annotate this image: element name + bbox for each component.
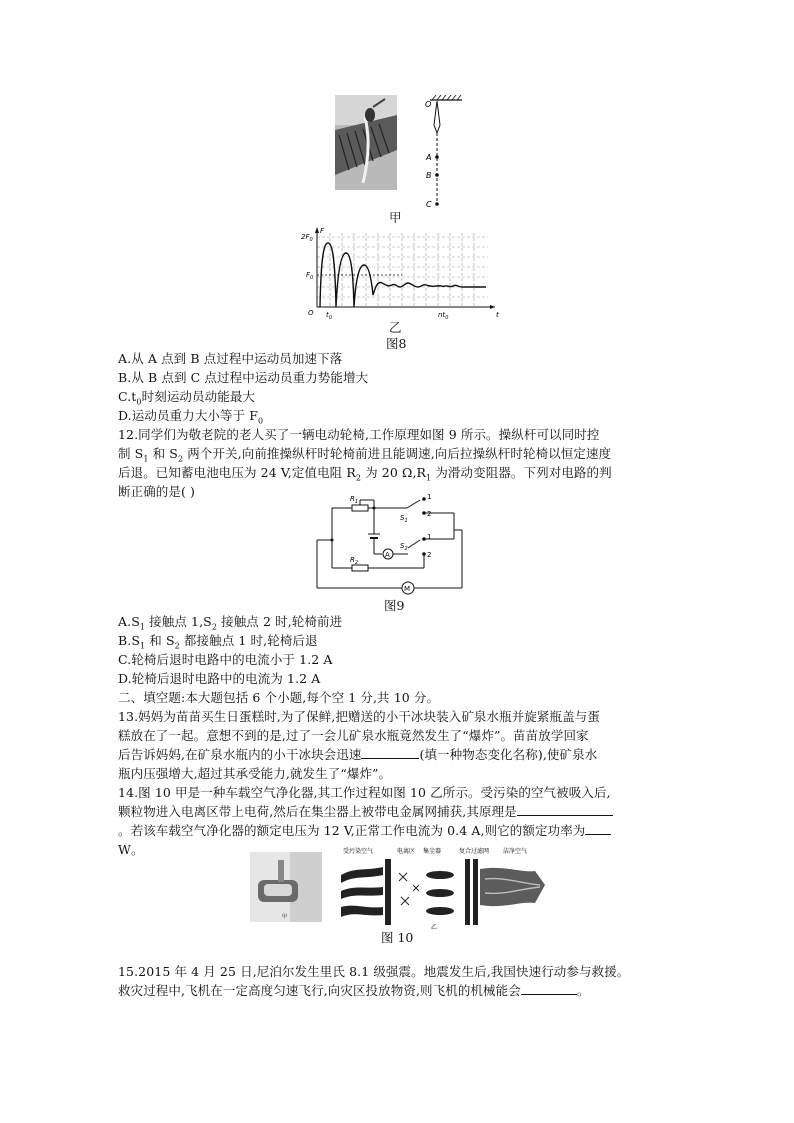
q12-l2-s1: 1: [143, 454, 149, 464]
q12-l3b: 为 20 Ω,R: [361, 465, 427, 480]
svg-text:F0: [306, 271, 313, 281]
q15-line-2: [118, 981, 589, 1000]
q14-l3a: 。若该车载空气净化器的额定电压为 12 V,正常工作电流为 0.4 A,则它的额定功率为: [118, 823, 586, 838]
q12-l3c: 为滑动变阻器。下列对电路的判: [431, 465, 612, 480]
fig10-label-polluted-air: 受污染空气: [343, 848, 374, 855]
q13-l3a: 后告诉妈妈,在矿泉水瓶内的小干冰块会迅速: [118, 747, 362, 762]
circuit-r2-label: R: [350, 556, 355, 564]
fig8-pendulum: [420, 95, 470, 210]
fig10-photo: [250, 852, 322, 922]
q11-option-c-sub: 0: [136, 397, 142, 407]
q12-opt-a-1: A.S: [118, 614, 140, 629]
fig10-photo-caption: 甲: [282, 914, 288, 920]
fig8-photo: [335, 95, 397, 190]
fig10-label-collector: 集尘器: [423, 848, 442, 855]
graph-x-tick-nt0: nt: [438, 311, 446, 319]
circuit-s2-label: S: [400, 542, 405, 550]
fig10-label-clean-air: 洁净空气: [503, 848, 528, 855]
svg-text:R2: [350, 556, 358, 566]
svg-text:S2: [400, 542, 408, 552]
q14-principle-blank[interactable]: [517, 802, 613, 816]
q12-opt-b-s1: 1: [140, 641, 146, 651]
pendulum-c: C: [426, 200, 432, 209]
q12-line-1: 12.同学们为敬老院的老人买了一辆电动轮椅,工作原理如图 9 所示。操纵杆可以同时控: [118, 427, 600, 442]
graph-x-axis-label: t: [496, 311, 499, 319]
q14-line-3: [118, 821, 611, 840]
q12-l3-s1: 1: [426, 473, 432, 483]
q11-option-d-pre: D.运动员重力大小等于 F: [118, 408, 258, 423]
q12-opt-b-s2: 2: [174, 641, 180, 651]
fig8-graph: [290, 225, 505, 320]
graph-y-tick-f0: F: [306, 271, 311, 279]
fig10-diagram: [335, 845, 550, 930]
q11-option-b: B.从 B 点到 C 点过程中运动员重力势能增大: [118, 370, 369, 385]
q11-option-d-sub: 0: [258, 416, 264, 426]
q11-option-c-post: 时刻运动员动能最大: [141, 389, 256, 404]
svg-text:R1: [350, 495, 358, 505]
svg-text:t0: [326, 311, 332, 320]
q15-l2a: 救灾过程中,飞机在一定高度匀速飞行,向灾区投放物资,则飞机的机械能会: [118, 983, 521, 998]
circuit-ammeter-label: A: [385, 551, 390, 559]
q12-l2c: 两个开关,向前推操纵杆时轮椅前进且能调速,向后拉操纵杆时轮椅以恒定速度: [183, 446, 612, 461]
q15-l2b: 。: [576, 983, 590, 998]
q13-answer-blank[interactable]: [361, 745, 419, 759]
circuit-s1-label: S: [400, 514, 405, 522]
q14-line-2: [118, 802, 613, 821]
fig8-bottom-caption: 乙: [389, 320, 402, 335]
fig8-label: 图8: [386, 336, 407, 351]
pendulum-b: B: [426, 171, 432, 180]
graph-origin: O: [308, 309, 314, 317]
circuit-s1-sub: 1: [404, 518, 408, 524]
q12-opt-a-3: 接触点 2 时,轮椅前进: [217, 614, 343, 629]
q12-l3-s: 2: [355, 473, 362, 483]
q12-option-d: D.轮椅后退时电路中的电流为 1.2 A: [118, 671, 321, 686]
svg-text:2F0: [301, 233, 313, 243]
q12-opt-a-s2: 2: [211, 622, 218, 632]
circuit-motor-label: M: [404, 585, 411, 593]
circuit-r1-label: R: [350, 495, 355, 503]
pendulum-o: O: [425, 100, 432, 109]
circuit-s2-sub: 2: [404, 546, 408, 552]
fig9-label: 图9: [384, 598, 405, 613]
svg-text:nt0: [438, 311, 448, 320]
graph-y-axis-label: F: [320, 227, 325, 235]
circuit-r1-sub: 1: [354, 499, 359, 505]
fig10-label-filter: 复合过滤网: [459, 848, 490, 855]
q15-answer-blank[interactable]: [521, 981, 577, 995]
q12-opt-b-3: 都接触点 1 时,轮椅后退: [179, 633, 318, 648]
q12-opt-a-2: 接触点 1,S: [145, 614, 212, 629]
graph-x-tick-nt0-sub: 0: [445, 315, 449, 320]
circuit-contact-2b: 2: [427, 551, 432, 559]
q13-line-2: 糕放在了一起。意想不到的是,过了一会儿矿泉水瓶竟然发生了“爆炸”。苗苗放学回家: [118, 728, 589, 743]
svg-text:S1: [400, 514, 408, 524]
section-2-heading: 二、填空题:本大题包括 6 个小题,每个空 1 分,共 10 分。: [118, 690, 440, 705]
graph-y-tick-2f0-sub: 0: [309, 237, 313, 243]
q12-l2-s2: 2: [177, 454, 184, 464]
circuit-contact-1b: 1: [427, 533, 432, 541]
graph-y-tick-f0-sub: 0: [310, 275, 314, 281]
q13-line-3: [118, 745, 597, 764]
circuit-contact-1: 1: [427, 493, 432, 501]
q14-l2: 颗粒物进入电离区带上电荷,然后在集尘器上被带电金属网捕获,其原理是: [118, 804, 517, 819]
q12-l2b: 和 S: [148, 446, 178, 461]
q12-opt-b-1: B.S: [118, 633, 141, 648]
q15-line-1: 15.2015 年 4 月 25 日,尼泊尔发生里氏 8.1 级强震。地震发生后,我国快速行动参与救援。: [118, 964, 630, 979]
q11-option-a: A.从 A 点到 B 点过程中运动员加速下落: [118, 351, 343, 366]
graph-y-tick-2f0: 2F: [301, 233, 310, 241]
fig9-circuit: [312, 488, 472, 598]
q12-l3a: 后退。已知蓄电池电压为 24 V,定值电阻 R: [118, 465, 356, 480]
fig10-label-ionization: 电离区: [397, 848, 416, 855]
fig10-label: 图 10: [381, 930, 414, 945]
q14-line-1: 14.图 10 甲是一种车载空气净化器,其工作过程如图 10 乙所示。受污染的空气被吸入后,: [118, 785, 611, 800]
q12-opt-b-2: 和 S: [145, 633, 175, 648]
q14-line-4: W。: [118, 842, 144, 857]
fig10-diagram-caption: 乙: [431, 924, 438, 930]
graph-x-tick-t0-sub: 0: [328, 315, 332, 320]
circuit-r2-sub: 2: [354, 560, 359, 566]
circuit-contact-2: 2: [427, 510, 432, 518]
q13-line-1: 13.妈妈为苗苗买生日蛋糕时,为了保鲜,把赠送的小干冰块装入矿泉水瓶并旋紧瓶盖与蛋: [118, 709, 600, 724]
q12-l2a: 制 S: [118, 446, 144, 461]
q12-option-c: C.轮椅后退时电路中的电流小于 1.2 A: [118, 652, 333, 667]
q13-l3b: (填一种物态变化名称),使矿泉水: [419, 747, 598, 762]
q13-line-4: 瓶内压强增大,超过其承受能力,就发生了“爆炸”。: [118, 766, 392, 781]
q12-line-4: 断正确的是( ): [118, 484, 196, 499]
graph-x-tick-t0: t: [326, 311, 329, 319]
q12-opt-a-s1: 1: [139, 622, 146, 632]
q14-power-blank[interactable]: [585, 821, 611, 835]
pendulum-a: A: [426, 153, 432, 162]
fig8-top-caption: 甲: [389, 210, 402, 225]
q11-option-c-pre: C.t: [118, 389, 137, 404]
